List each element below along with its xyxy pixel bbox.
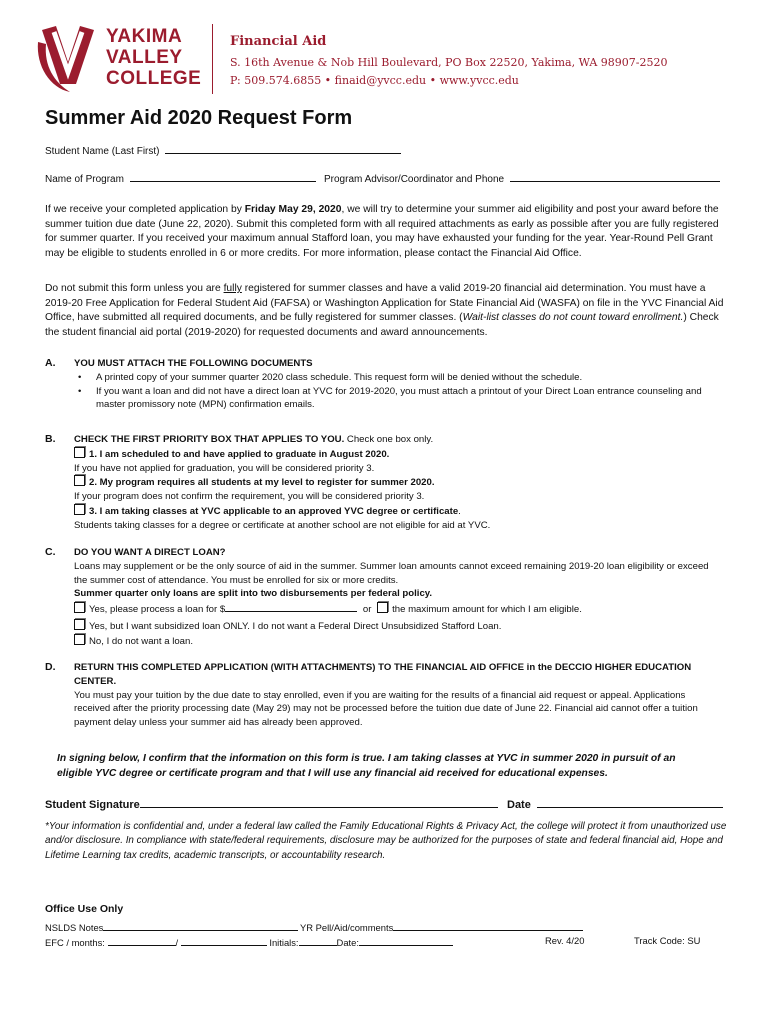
loan-option-none[interactable]: No, I do not want a loan. [74, 634, 724, 649]
priority-3-checkbox[interactable] [74, 504, 85, 515]
signature-line[interactable] [140, 797, 498, 808]
certification-statement: In signing below, I confirm that the information on this form is true. I am taking classes at YVC in summer 2020 in pursuit of an eligible YVC degree or certificate program and that I will use any financial aid received for educational expenses. [57, 753, 676, 779]
priority-3-note: Students taking classes for a degree or certificate at another school are not eligible for aid at YVC. [74, 519, 491, 531]
section-b-heading: CHECK THE FIRST PRIORITY BOX THAT APPLIES TO YOU. [74, 434, 345, 445]
section-c [74, 546, 724, 649]
priority-2-option[interactable]: 2. My program requires all students at my level to register for summer 2020. [74, 475, 724, 490]
nslds-notes-field[interactable]: NSLDS Notes [45, 920, 298, 933]
loan-option-subsidized[interactable]: Yes, but I want subsidized loan ONLY. I do not want a Federal Direct Unsubsidized Stafford Loan. [74, 619, 724, 634]
logo-text-college: COLLEGE [106, 68, 202, 89]
loan-amount-checkbox[interactable] [74, 602, 85, 613]
signature-date-line[interactable] [537, 797, 723, 808]
section-d-heading: RETURN THIS COMPLETED APPLICATION (WITH ATTACHMENTS) TO THE FINANCIAL AID OFFICE in the DECCIO HIGHER EDUCATION CENTER. [74, 662, 692, 687]
track-code: Track Code: SU [634, 935, 701, 946]
program-label: Name of Program [45, 174, 124, 185]
signature-date-field[interactable] [507, 797, 723, 811]
signature-date-label: Date [507, 799, 531, 811]
priority-2-checkbox[interactable] [74, 475, 85, 486]
signature-label: Student Signature [45, 799, 140, 811]
section-c-letter: C. [45, 546, 56, 558]
header-divider [212, 24, 213, 94]
intro-paragraph-2: Do not submit this form unless you are fully registered for summer classes and have a valid 2019-20 financial aid determination. You must have a 2019-20 Free Application for Federal Student Aid (FAFSA) or Washington Application for State Financial Aid (WASFA) on file in the YVC Financial Aid Office, have submitted all required documents, and be fully registered for summer classes. (Wait-list classes do not count toward enrollment.) Check the student financial aid portal (2019-2020) for requested documents and award announcements. [45, 283, 724, 338]
yr-pell-line[interactable] [393, 920, 583, 931]
loan-max-checkbox[interactable] [377, 602, 388, 613]
office-contact: P: 509.574.6855 • finaid@yvcc.edu • www.yvcc.edu [230, 74, 519, 87]
efc-months-field[interactable]: EFC / months: / Initials: Date: [45, 935, 453, 948]
section-a [74, 357, 724, 412]
loan-amount-line[interactable] [225, 601, 357, 612]
section-c-bold-note: Summer quarter only loans are split into two disbursements per federal policy. [74, 588, 433, 600]
subsidized-checkbox[interactable] [74, 619, 85, 630]
months-line[interactable] [181, 935, 267, 946]
student-name-line[interactable] [165, 143, 401, 154]
section-c-heading: DO YOU WANT A DIRECT LOAN? [74, 547, 226, 558]
college-logo [36, 22, 206, 94]
section-d-letter: D. [45, 661, 56, 673]
efc-line[interactable] [108, 935, 176, 946]
program-line[interactable] [130, 171, 316, 182]
no-loan-checkbox[interactable] [74, 634, 85, 645]
priority-2-note: If your program does not confirm the requirement, you will be considered priority 3. [74, 491, 425, 503]
yr-pell-field[interactable]: YR Pell/Aid/comments [300, 920, 583, 933]
office-date-line[interactable] [359, 935, 453, 946]
program-field[interactable] [45, 171, 316, 185]
revision-label: Rev. 4/20 [545, 935, 585, 946]
list-item: • If you want a loan and did not have a direct loan at YVC for 2019-2020, you must attach a printout of your Direct Loan entrance counseling and master promissory note (MPN) confirmation emails. [74, 385, 724, 413]
logo-text-valley: VALLEY [106, 47, 183, 68]
yvc-logo-icon [36, 22, 100, 94]
student-signature-field[interactable] [45, 797, 498, 811]
section-a-list [74, 371, 724, 412]
list-item: • A printed copy of your summer quarter 2020 class schedule. This request form will be denied without the schedule. [74, 371, 724, 385]
section-d [74, 661, 724, 730]
intro-paragraph-1: If we receive your completed application by Friday May 29, 2020, we will try to determine your summer aid eligibility and post your award before the summer tuition due date (June 22, 2020). Submit this completed form with all required attachments as early as possible after you are fully registered for summer quarter. If you received your maximum annual Stafford loan, you may have exhausted your funding for the year. Year-Round Pell Grant may be eligible to students enrolled in 6 or more credits. For more information, please contact the Financial Aid Office. [45, 204, 719, 259]
priority-date: Friday May 29, 2020 [244, 204, 342, 215]
section-a-letter: A. [45, 357, 56, 369]
priority-1-option[interactable]: 1. I am scheduled to and have applied to graduate in August 2020. [74, 447, 724, 462]
priority-3-option[interactable]: 3. I am taking classes at YVC applicable to an approved YVC degree or certificate. [74, 504, 724, 519]
section-a-heading: YOU MUST ATTACH THE FOLLOWING DOCUMENTS [74, 358, 313, 369]
advisor-label: Program Advisor/Coordinator and Phone [324, 174, 505, 185]
nslds-line[interactable] [103, 920, 298, 931]
student-name-field[interactable] [45, 143, 401, 157]
loan-option-amount[interactable]: Yes, please process a loan for $ or the maximum amount for which I am eligible. [74, 601, 724, 617]
advisor-field[interactable] [324, 171, 720, 185]
priority-1-checkbox[interactable] [74, 447, 85, 458]
section-b: CHECK THE FIRST PRIORITY BOX THAT APPLIES TO YOU. Check one box only. 1. I am scheduled to and have applied to graduate in August 2020. If you have not applied for graduation, you will be considered priority 3. 2. My program requires all students at my level to register for summer 2020. If your program does not confirm the requirement, you will be considered priority 3. 3. I am taking classes at YVC applicable to an approved YVC degree or certificate. Students taking classes for a degree or certificate at another school are not eligible for aid at YVC. [74, 433, 724, 533]
priority-1-note: If you have not applied for graduation, you will be considered priority 3. [74, 462, 375, 474]
office-use-heading: Office Use Only [45, 903, 124, 915]
office-name: Financial Aid [230, 34, 327, 49]
logo-text-yakima: YAKIMA [106, 26, 183, 47]
section-c-text: Loans may supplement or be the only source of aid in the summer. Summer loan amounts cannot exceed remaining 2019-20 loan eligibility or exceed the summer cost of attendance. You must be enrolled for six or more credits. [74, 560, 709, 586]
advisor-line[interactable] [510, 171, 720, 182]
office-address: S. 16th Avenue & Nob Hill Boulevard, PO Box 22520, Yakima, WA 98907-2520 [230, 56, 668, 69]
section-b-letter: B. [45, 433, 56, 445]
form-title: Summer Aid 2020 Request Form [45, 107, 353, 129]
initials-line[interactable] [299, 935, 337, 946]
privacy-notice: *Your information is confidential and, under a federal law called the Family Educational Rights & Privacy Act, the college will protect it from unauthorized use and/or disclosure. In compliance with state/federal requirements, disclosure may be authorized for the purposes of state and federal financial aid, Hope and Lifetime Learning tax credits, academic transcripts, or accountability research. [45, 821, 727, 861]
section-d-text: You must pay your tuition by the due date to stay enrolled, even if you are waiting for the results of a financial aid request or appeal. Applications received after the priority processing date (May 29) may not be processed before the tuition due date of June 22. Financial aid cannot offer a tuition payment delay unless your summer aid has already been approved. [74, 689, 698, 729]
student-name-label: Student Name (Last First) [45, 146, 160, 157]
